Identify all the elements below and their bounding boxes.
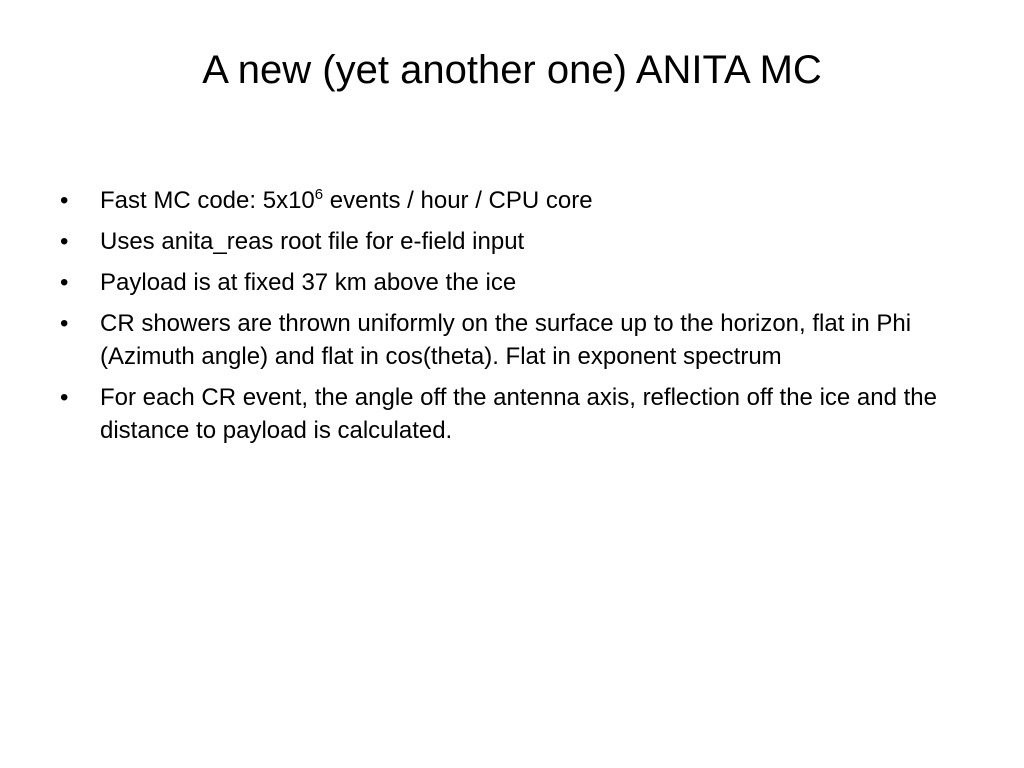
bullet-marker: • [60, 269, 69, 296]
bullet-item-cr-event [60, 381, 960, 447]
bullet-item-anita-reas [60, 225, 960, 258]
bullet-list [60, 184, 960, 455]
slide-title: A new (yet another one) ANITA MC [202, 48, 822, 92]
bullet-marker: • [60, 187, 69, 214]
bullet-item-fast-mc [60, 184, 960, 217]
bullet-text-suffix: events / hour / CPU core [323, 187, 593, 214]
bullet-marker: • [60, 310, 69, 337]
bullet-item-cr-showers [60, 307, 960, 373]
bullet-text: Uses anita_reas root file for e-field input [100, 228, 525, 255]
bullet-text: For each CR event, the angle off the antenna axis, reflection off the ice and the distance to payload is calculated. [100, 384, 937, 444]
bullet-marker: • [60, 228, 69, 255]
bullet-text-exponent: 6 [314, 186, 324, 203]
bullet-text: Payload is at fixed 37 km above the ice [100, 269, 517, 296]
bullet-text-prefix: Fast MC code: 5x10 [100, 187, 315, 214]
bullet-text: CR showers are thrown uniformly on the surface up to the horizon, flat in Phi (Azimuth angle) and flat in cos(theta). Flat in exponent spectrum [100, 310, 912, 370]
bullet-item-payload [60, 266, 960, 299]
bullet-marker: • [60, 384, 69, 411]
